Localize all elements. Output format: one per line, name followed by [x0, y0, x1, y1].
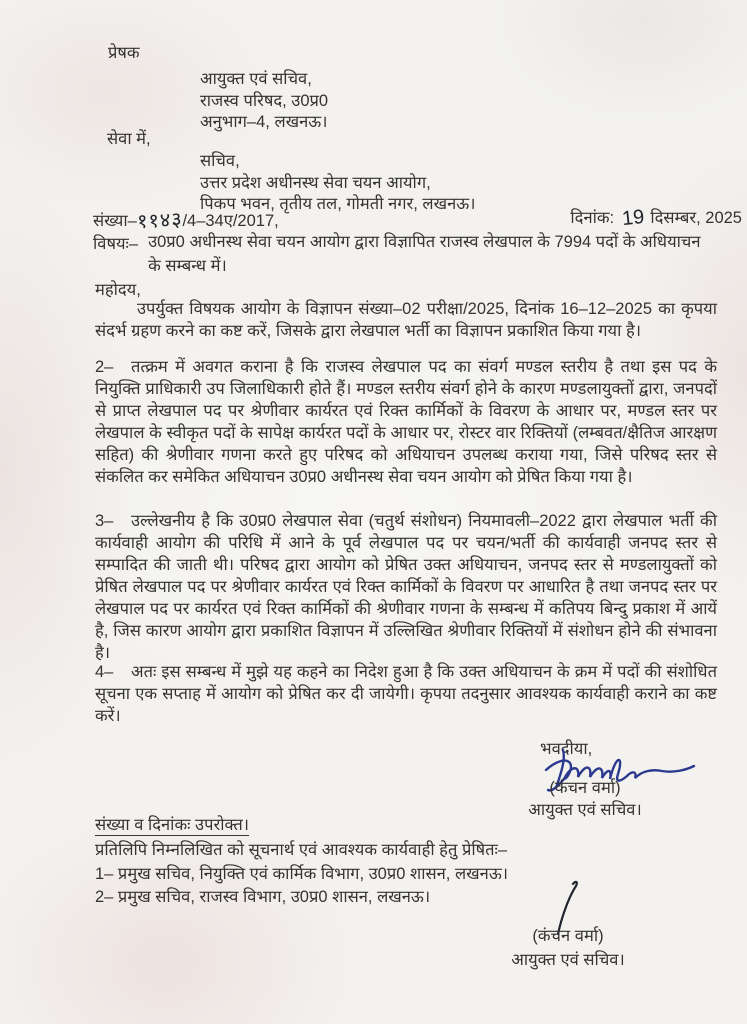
- paragraph-4-text: अतः इस सम्बन्ध में मुझे यह कहने का निदेश हुआ है कि उक्त अधियाचन के क्रम में पदों की संशोधित सूचना एक सप्ताह में आयोग को प्रेषित कर दी जायेगी। कृपया तदनुसार आवश्यक कार्यवाही कराने का कष्ट करें।: [95, 663, 717, 725]
- first-signature-block: [500, 778, 670, 821]
- sender-line-1: आयुक्त एवं सचिव,: [200, 70, 312, 88]
- signatory-designation: आयुक्त एवं सचिव।: [528, 800, 642, 819]
- paragraph-4-number: 4–: [95, 663, 114, 681]
- letter-number: [93, 205, 279, 232]
- recipient-line-1: सचिव,: [200, 152, 240, 170]
- reference-row: [93, 205, 742, 232]
- subject-row: [93, 231, 703, 278]
- valediction: भवदीया,: [540, 740, 593, 758]
- sender-label: प्रेषक: [108, 44, 140, 62]
- letter-number-suffix: /4–34ए/2017,: [182, 212, 279, 230]
- recipient-line-3: पिकप भवन, तृतीय तल, गोमती नगर, लखनऊ।: [200, 195, 476, 213]
- paragraph-3-number: 3–: [95, 512, 114, 530]
- letter-number-prefix: संख्या–: [93, 212, 137, 230]
- paragraph-3-text: उल्लेखनीय है कि उ0प्र0 लेखपाल सेवा (चतुर्थ संशोधन) नियमावली–2022 द्वारा लेखपाल भर्ती की कार्यवाही आयोग की परिधि में आने के पूर्व लेखपाल पद पर चयन/भर्ती की कार्यवाही जनपद स्तर से सम्पादित की जाती थी। परिषद द्वारा आयोग को प्रेषित उक्त अधियाचन, जनपद स्तर से मण्डलायुक्तों को प्रेषित लेखपाल पद पर श्रेणीवार कार्यरत एवं रिक्त कार्मिकों के विवरण पर आधारित है तथा जनपद स्तर पर लेखपाल पद पर कार्यरत एवं रिक्त कार्मिकों की श्रेणीवार गणना के सम्बन्ध में कतिपय बिन्दु प्रकाश में आयें है, जिस कारण आयोग द्वारा प्रकाशित विज्ञापन में उल्लिखित श्रेणीवार रिक्तियों में संशोधन होने की संभावना है।: [95, 512, 717, 662]
- date-rest: दिसम्बर, 2025: [650, 209, 742, 227]
- paragraph-1: [95, 298, 717, 342]
- letter-date: [570, 205, 742, 232]
- copy-item-2: 2– प्रमुख सचिव, राजस्व विभाग, उ0प्र0 शासन, लखनऊ।: [95, 888, 431, 906]
- signatory-name: (कंचन वर्मा): [549, 779, 621, 797]
- paragraph-2-number: 2–: [95, 358, 114, 376]
- paragraph-4: [95, 661, 717, 727]
- paragraph-1-text: उपर्युक्त विषयक आयोग के विज्ञापन संख्या–02 परीक्षा/2025, दिनांक 16–12–2025 का कृपया संदर्भ ग्रहण करने का कष्ट करें, जिसके द्वारा लेखपाल भर्ती का विज्ञापन प्रकाशित किया गया है।: [95, 300, 717, 340]
- paragraph-2-text: तत्क्रम में अवगत कराना है कि राजस्व लेखपाल पद का संवर्ग मण्डल स्तरीय है तथा इस पद के नियुक्ति प्राधिकारी उप जिलाधिकारी होते हैं। मण्डल स्तरीय संवर्ग होने के कारण मण्डलायुक्तों द्वारा, जनपदों से प्राप्त लेखपाल पद पर श्रेणीवार कार्यरत एवं रिक्त कार्मिकों के विवरण के आधार पर, मण्डल स्तर पर लेखपाल के स्वीकृत पदों के सापेक्ष कार्यरत पदों के आधार पर, रोस्टर वार रिक्तियों (लम्बवत/क्षैतिज आरक्षण सहित) की श्रेणीवार गणना करते हुए परिषद को अधियाचन उपलब्ध कराया गया, जिसे परिषद स्तर से संकलित कर समेकित अधियाचन उ0प्र0 अधीनस्थ सेवा चयन आयोग को प्रेषित किया गया है।: [95, 358, 717, 486]
- recipient-line-2: उत्तर प्रदेश अधीनस्थ सेवा चयन आयोग,: [200, 173, 431, 192]
- sender-line-3: अनुभाग–4, लखनऊ।: [200, 113, 328, 131]
- sender-line-2: राजस्व परिषद, उ0प्र0: [200, 91, 329, 110]
- footer-ref-note-text: संख्या व दिनांकः उपरोक्त।: [95, 816, 249, 834]
- footer-signature-block: [488, 924, 648, 972]
- footer-signatory-name: (कंचन वर्मा): [532, 927, 604, 945]
- date-day-handwritten: 19: [621, 205, 646, 231]
- sender-address: [200, 69, 328, 134]
- paragraph-3: [95, 510, 717, 664]
- copy-heading: प्रतिलिपि निम्नलिखित को सूचनार्थ एवं आवश्यक कार्यवाही हेतु प्रेषितः–: [95, 841, 508, 859]
- subject-label: विषयः–: [93, 235, 139, 253]
- footer-signatory-designation: आयुक्त एवं सचिव।: [511, 951, 625, 969]
- copy-item-1: 1– प्रमुख सचिव, नियुक्ति एवं कार्मिक विभाग, उ0प्र0 शासन, लखनऊ।: [95, 865, 509, 883]
- date-label: दिनांक:: [570, 209, 615, 227]
- letter-number-handwritten: ११४३: [136, 208, 184, 234]
- footer-ref-note: [95, 812, 249, 835]
- salutation: महोदय,: [95, 281, 141, 299]
- recipient-label: सेवा में,: [107, 130, 151, 148]
- subject-text: उ0प्र0 अधीनस्थ सेवा चयन आयोग द्वारा विज्ञापित राजस्व लेखपाल के 7994 पदों के अधियाचन के सम्बन्ध में।: [148, 233, 701, 275]
- paragraph-2: [95, 356, 717, 488]
